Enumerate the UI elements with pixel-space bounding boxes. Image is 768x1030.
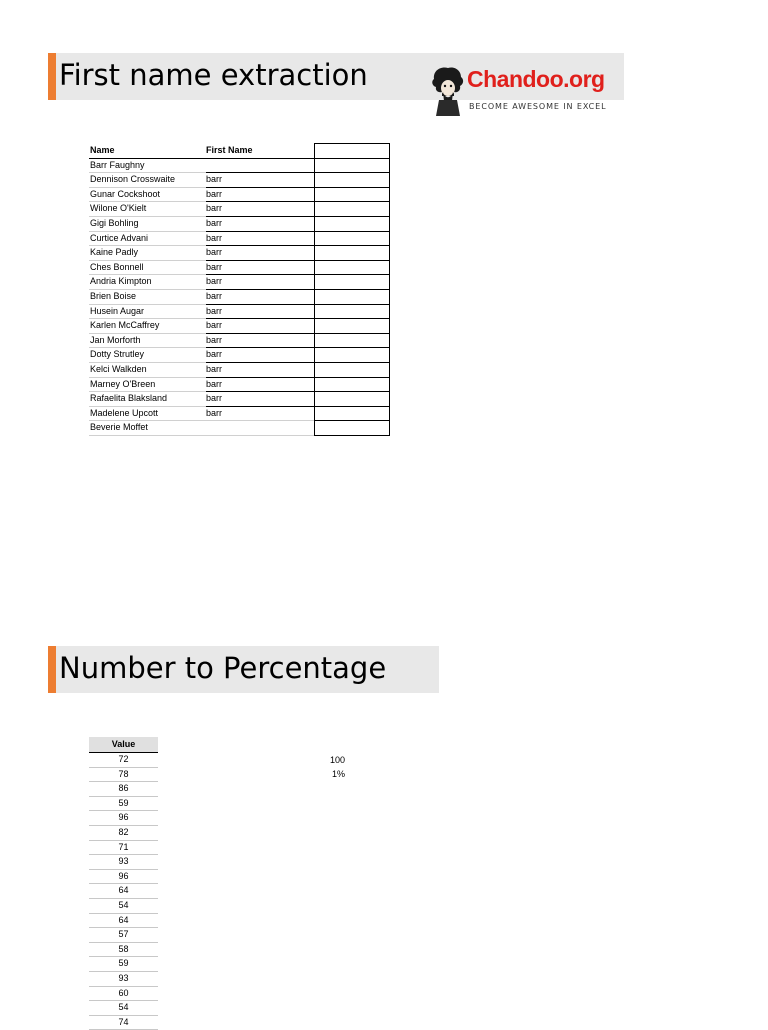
output-cell-border — [314, 362, 390, 363]
cell-border — [206, 391, 314, 392]
section-title: Number to Percentage — [59, 651, 387, 685]
banner-accent — [48, 53, 56, 100]
value-cell: 86 — [89, 781, 158, 797]
table-row — [89, 216, 314, 232]
name-cell: Husein Augar — [90, 305, 145, 316]
value-cell: 60 — [89, 986, 158, 1002]
output-cell-border — [314, 391, 390, 392]
name-cell: Curtice Advani — [90, 232, 149, 243]
output-cell-border — [314, 260, 390, 261]
value-cell: 59 — [89, 796, 158, 812]
first-name-cell: barr — [206, 218, 223, 228]
table-row — [89, 231, 314, 247]
name-cell: Kaine Padly — [90, 247, 139, 258]
name-cell: Gunar Cockshoot — [90, 188, 161, 199]
name-cell: Marney O'Breen — [90, 378, 156, 389]
value-cell: 72 — [89, 752, 158, 768]
output-cell-border — [314, 245, 390, 246]
value-cell: 58 — [89, 942, 158, 958]
table-row — [89, 172, 314, 188]
chandoo-mascot-icon — [430, 64, 466, 116]
output-cell-border — [314, 347, 390, 348]
first-name-cell: barr — [206, 378, 223, 389]
first-name-cell: barr — [206, 188, 223, 199]
value-cell: 78 — [89, 767, 158, 783]
cell-border — [206, 347, 314, 348]
logo-brand-text: Chandoo.org — [467, 66, 605, 92]
first-name-cell: barr — [206, 305, 223, 316]
first-name-cell: barr — [206, 261, 223, 272]
side-value-percent: 1% — [331, 769, 345, 779]
cell-border — [206, 201, 314, 202]
output-cell-border — [314, 289, 390, 290]
value-cell: 96 — [89, 869, 158, 885]
value-cell: 57 — [89, 927, 158, 943]
banner-accent — [48, 646, 56, 693]
output-cell-border — [314, 201, 390, 202]
output-cell-border — [314, 187, 390, 188]
value-cell: 54 — [89, 1000, 158, 1016]
output-cell-border — [314, 216, 390, 217]
logo-tagline: BECOME AWESOME IN EXCEL — [469, 102, 607, 111]
first-name-cell: barr — [206, 247, 223, 258]
cell-border — [206, 318, 314, 319]
cell-border — [206, 216, 314, 217]
output-cell-border — [314, 420, 390, 421]
first-name-cell: barr — [206, 320, 223, 331]
table-row — [89, 274, 314, 290]
table-row — [89, 187, 314, 203]
table-row — [89, 333, 314, 349]
table-row — [89, 391, 314, 407]
value-cell: 74 — [89, 1015, 158, 1030]
output-cell-border — [314, 318, 390, 319]
first-name-cell: barr — [206, 407, 223, 418]
value-cell: 96 — [89, 810, 158, 826]
output-cell-border — [314, 158, 390, 159]
first-name-cell: barr — [206, 174, 223, 185]
value-cell: 64 — [89, 883, 158, 899]
table-row — [89, 406, 314, 422]
value-cell: 59 — [89, 956, 158, 972]
cell-border — [206, 231, 314, 232]
table-row — [89, 362, 314, 378]
table-row — [89, 289, 314, 305]
first-name-cell: barr — [206, 334, 223, 345]
name-cell: Gigi Bohling — [90, 218, 139, 228]
table-row — [89, 260, 314, 276]
name-cell: Dennison Crosswaite — [90, 174, 176, 185]
first-name-cell: barr — [206, 364, 223, 374]
output-cell-border — [314, 333, 390, 334]
name-cell: Dotty Strutley — [90, 349, 145, 360]
name-cell: Rafaelita Blaksland — [90, 393, 168, 404]
cell-border — [206, 245, 314, 246]
table-header-row — [89, 143, 314, 159]
table-row — [89, 420, 314, 436]
first-name-cell: barr — [206, 349, 223, 360]
first-name-cell: barr — [206, 393, 223, 404]
table-row — [89, 201, 314, 217]
name-cell: Ches Bonnell — [90, 261, 144, 272]
table-row — [89, 347, 314, 363]
table-row — [89, 377, 314, 393]
value-cell: 82 — [89, 825, 158, 841]
value-cell: 93 — [89, 971, 158, 987]
table-row — [89, 158, 314, 174]
column-header-first-name: First Name — [206, 145, 253, 155]
cell-border — [206, 333, 314, 334]
value-column-header: Value — [89, 737, 158, 753]
table-row — [89, 245, 314, 261]
first-name-cell: barr — [206, 276, 223, 287]
section-title: First name extraction — [59, 58, 368, 92]
output-cell-border — [314, 406, 390, 407]
name-cell: Karlen McCaffrey — [90, 320, 160, 331]
side-value-total: 100 — [329, 755, 345, 765]
output-cell-border — [314, 274, 390, 275]
output-cell-border — [314, 377, 390, 378]
first-name-cell: barr — [206, 232, 223, 243]
cell-border — [206, 362, 314, 363]
cell-border — [206, 377, 314, 378]
section-banner-number-percentage — [48, 646, 439, 693]
name-cell: Jan Morforth — [90, 334, 141, 345]
table-row — [89, 304, 314, 320]
output-cell-border — [314, 172, 390, 173]
name-cell: Barr Faughny — [90, 159, 145, 170]
cell-border — [206, 274, 314, 275]
column-header-name: Name — [90, 145, 115, 155]
name-cell: Brien Boise — [90, 291, 137, 301]
cell-border — [206, 187, 314, 188]
value-cell: 71 — [89, 840, 158, 856]
name-cell: Andria Kimpton — [90, 276, 152, 287]
first-name-cell: barr — [206, 203, 223, 214]
value-cell: 54 — [89, 898, 158, 914]
name-cell: Wilone O'Kielt — [90, 203, 147, 214]
cell-border — [206, 289, 314, 290]
name-cell: Kelci Walkden — [90, 364, 147, 374]
output-cell-border — [314, 304, 390, 305]
value-cell: 64 — [89, 913, 158, 929]
name-cell: Madelene Upcott — [90, 407, 159, 418]
table-row — [89, 318, 314, 334]
chandoo-logo — [430, 64, 607, 116]
first-name-cell: barr — [206, 291, 223, 301]
cell-border — [206, 260, 314, 261]
cell-border — [206, 406, 314, 407]
value-cell: 93 — [89, 854, 158, 870]
output-cell-border — [314, 231, 390, 232]
cell-border — [206, 172, 314, 173]
name-cell: Beverie Moffet — [90, 422, 148, 433]
cell-border — [206, 304, 314, 305]
